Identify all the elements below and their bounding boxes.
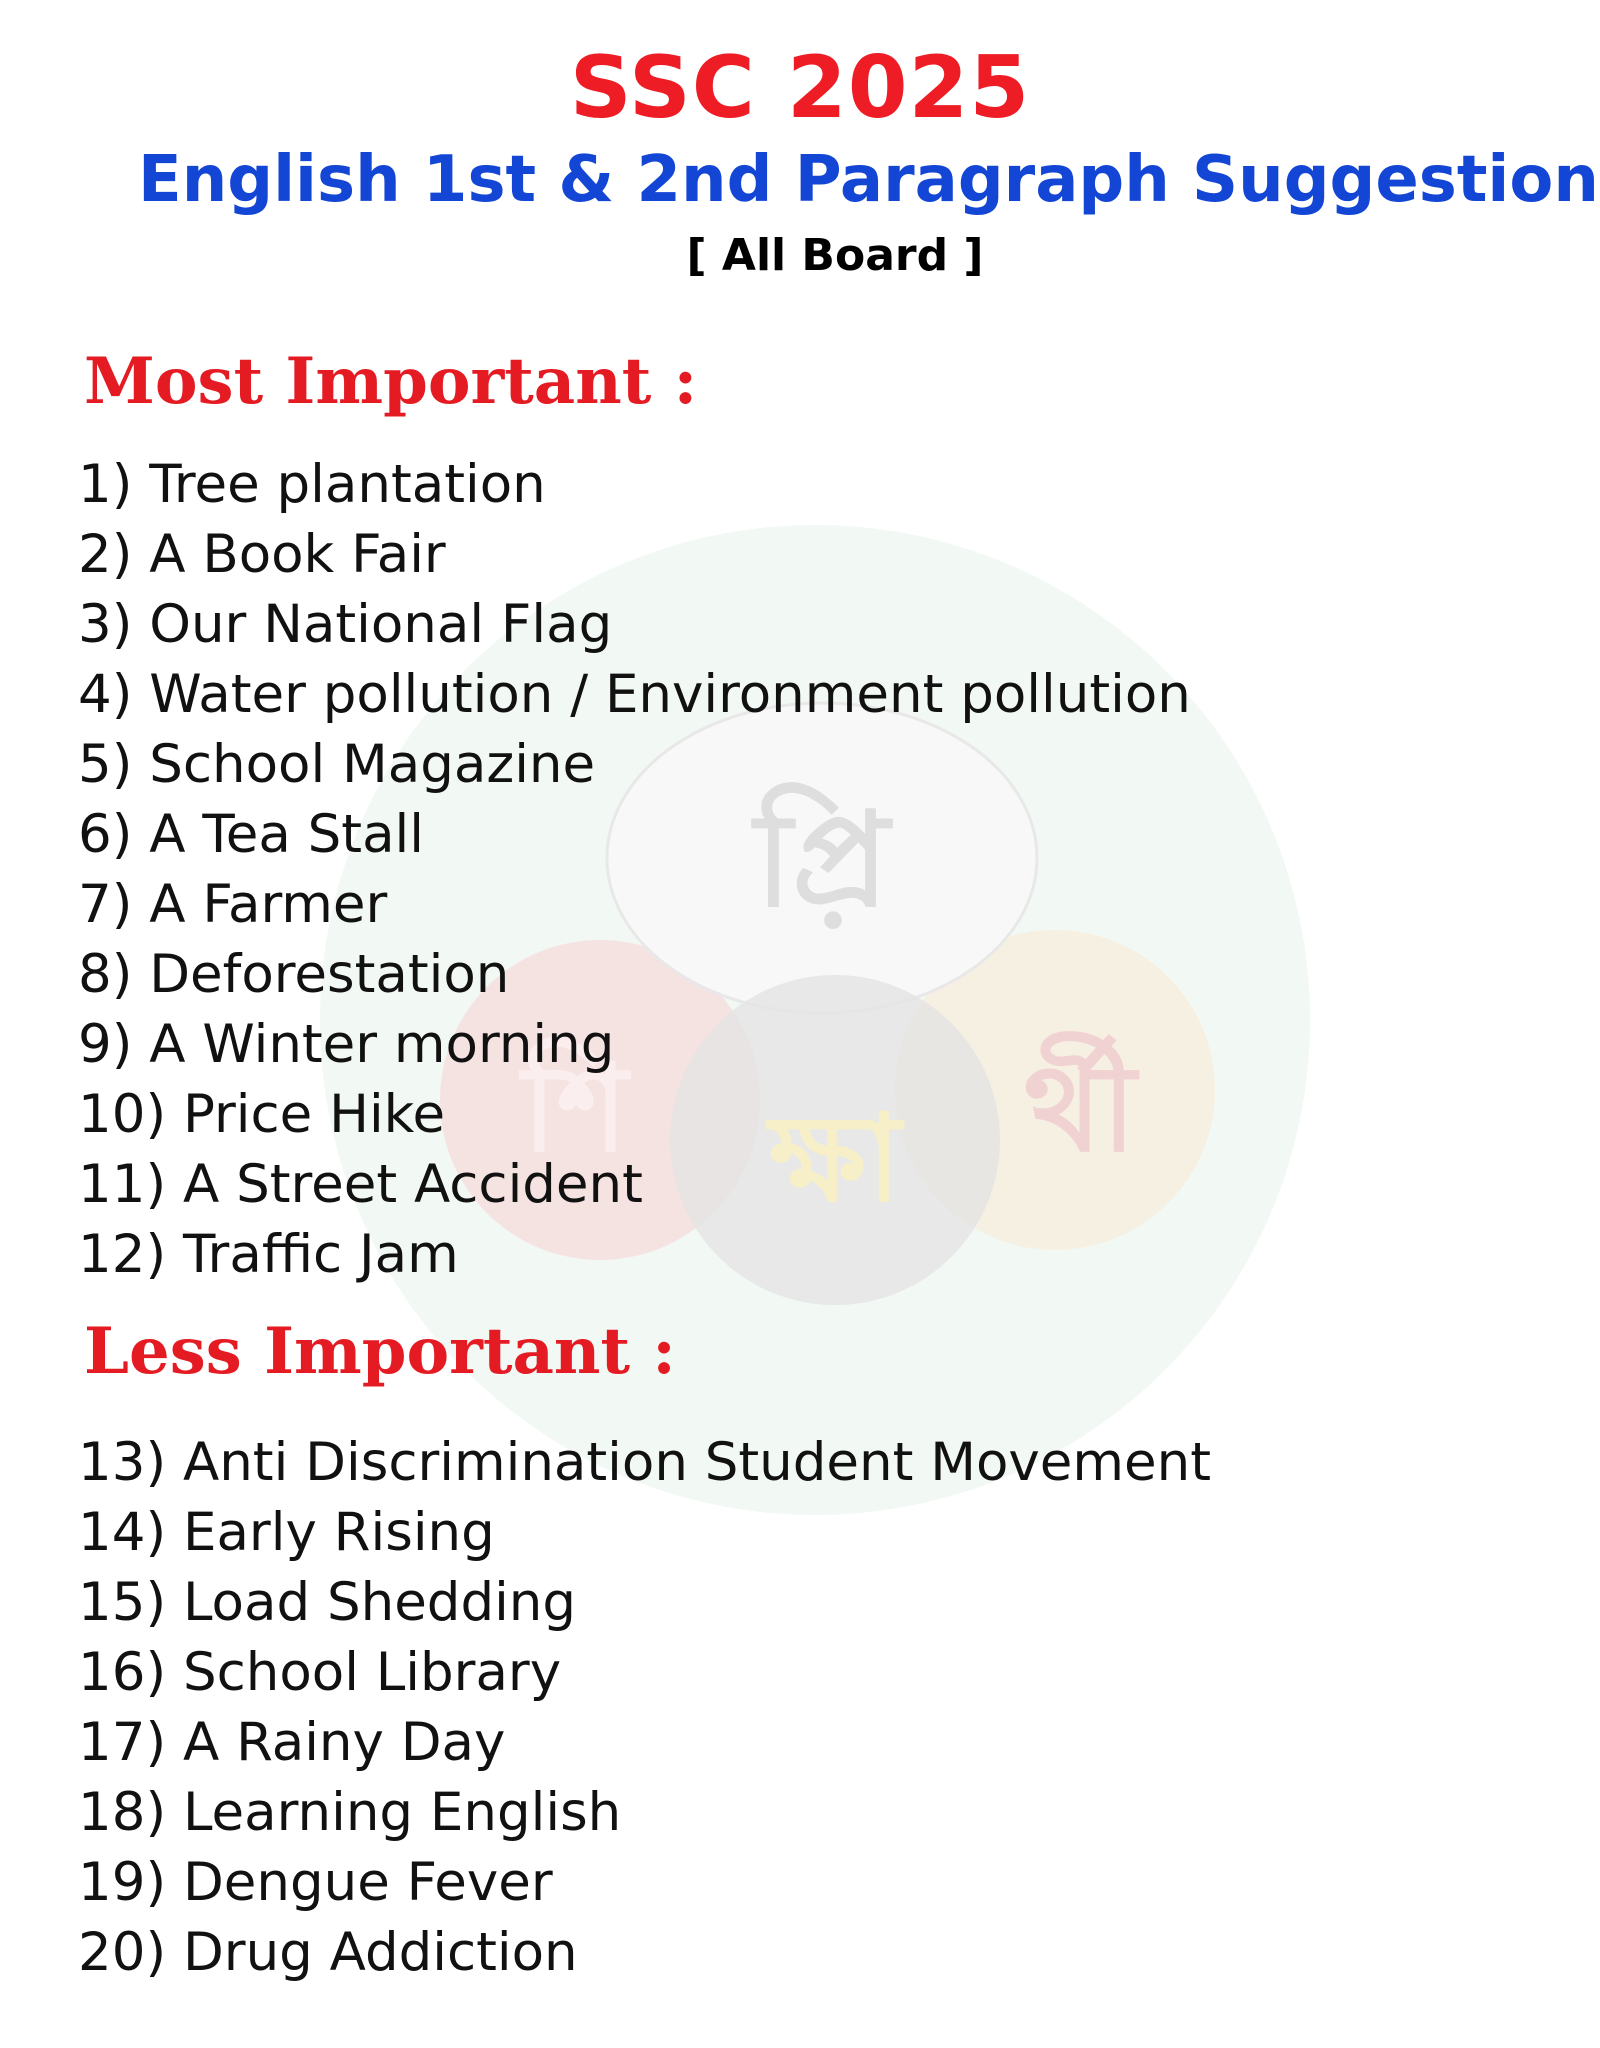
list-item: 18) Learning English — [78, 1782, 622, 1843]
page-title: SSC 2025 — [569, 38, 1031, 138]
list-item: 2) A Book Fair — [78, 524, 446, 585]
list-item: 6) A Tea Stall — [78, 804, 425, 865]
list-item: 5) School Magazine — [78, 734, 596, 795]
watermark-top-word: প্রি় — [754, 784, 890, 936]
list-item: 9) A Winter morning — [78, 1014, 615, 1075]
list-item: 13) Anti Discrimination Student Movement — [78, 1432, 1211, 1493]
most-important-heading: Most Important : — [84, 344, 698, 419]
watermark-right-word: র্থী — [1023, 1040, 1137, 1179]
list-item: 16) School Library — [78, 1642, 562, 1703]
list-item: 1) Tree plantation — [78, 454, 546, 515]
page-subtitle: English 1st & 2nd Paragraph Suggestion — [138, 143, 1599, 217]
list-item: 14) Early Rising — [78, 1502, 495, 1563]
list-item: 19) Dengue Fever — [78, 1852, 553, 1913]
less-important-heading: Less Important : — [84, 1314, 676, 1389]
list-item: 11) A Street Accident — [78, 1154, 643, 1215]
list-item: 8) Deforestation — [78, 944, 510, 1005]
most-important-list — [78, 450, 1191, 1290]
list-item: 15) Load Shedding — [78, 1572, 577, 1633]
list-item: 10) Price Hike — [78, 1084, 446, 1145]
list-item: 7) A Farmer — [78, 874, 388, 935]
list-item: 4) Water pollution / Environment pollution — [78, 664, 1191, 725]
board-label: [ All Board ] — [686, 230, 984, 281]
watermark-left-word: শি — [522, 1040, 628, 1179]
list-item: 20) Drug Addiction — [78, 1922, 578, 1983]
less-important-list — [78, 1428, 1211, 1988]
list-item: 17) A Rainy Day — [78, 1712, 506, 1773]
list-item: 12) Traffic Jam — [78, 1224, 459, 1285]
list-item: 3) Our National Flag — [78, 594, 613, 655]
watermark-center-word: ক্ষা — [768, 1090, 902, 1229]
